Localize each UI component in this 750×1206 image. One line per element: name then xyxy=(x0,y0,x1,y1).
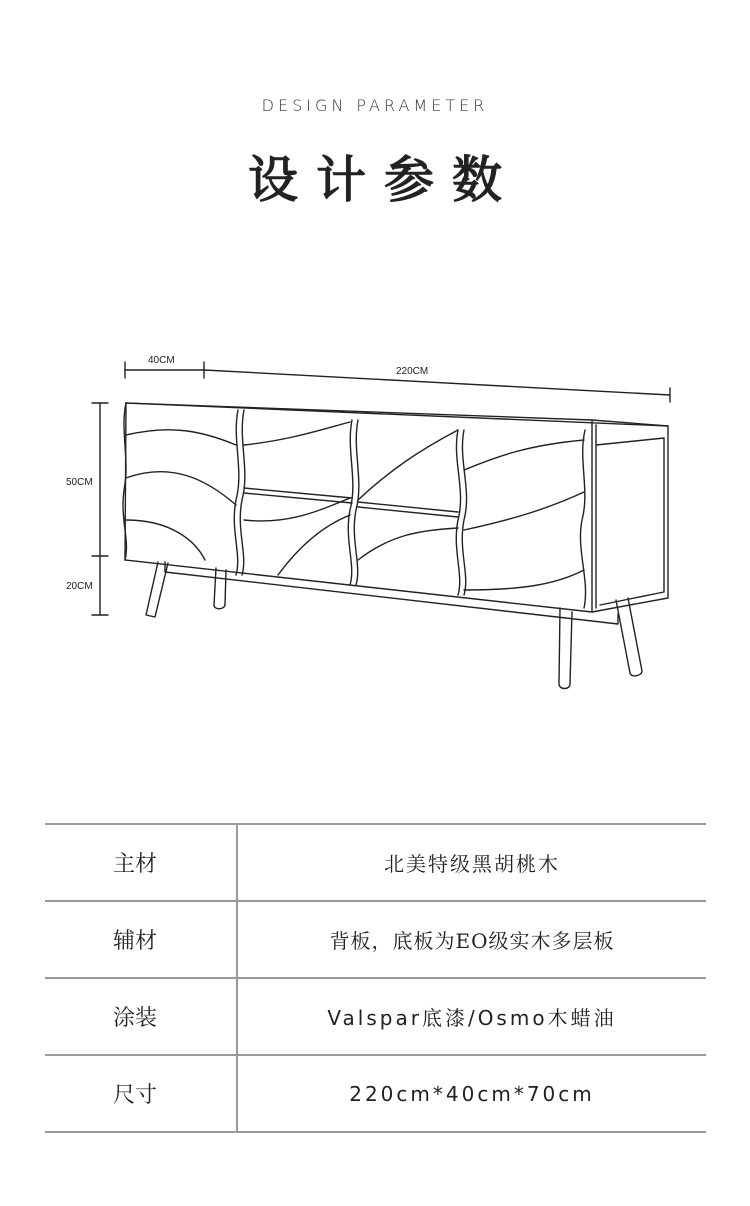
table-row xyxy=(45,824,706,901)
cabinet-line-drawing xyxy=(0,340,750,700)
spec-value: 背板，底板为EO级实木多层板 xyxy=(237,901,706,978)
table-row xyxy=(45,1055,706,1132)
spec-table xyxy=(45,823,706,1133)
depth-label: 40CM xyxy=(148,355,175,366)
page-title: 设计参数 xyxy=(248,151,520,209)
leg-height-label: 20CM xyxy=(66,581,93,592)
table-row xyxy=(45,901,706,978)
spec-label: 辅材 xyxy=(45,901,237,978)
spec-value: 北美特级黑胡桃木 xyxy=(237,824,706,901)
table-row xyxy=(45,978,706,1055)
spec-label: 主材 xyxy=(45,824,237,901)
width-label: 220CM xyxy=(396,366,429,377)
cabinet-body xyxy=(123,403,668,612)
dimension-lines xyxy=(92,362,670,615)
spec-value: 220cm*40cm*70cm xyxy=(237,1055,706,1132)
spec-value: Valspar底漆/Osmo木蜡油 xyxy=(237,978,706,1055)
cabinet-legs xyxy=(146,562,642,689)
section-subtitle: DESIGN PARAMETER xyxy=(261,96,489,115)
body-height-label: 50CM xyxy=(66,477,93,488)
spec-label: 涂装 xyxy=(45,978,237,1055)
spec-label: 尺寸 xyxy=(45,1055,237,1132)
